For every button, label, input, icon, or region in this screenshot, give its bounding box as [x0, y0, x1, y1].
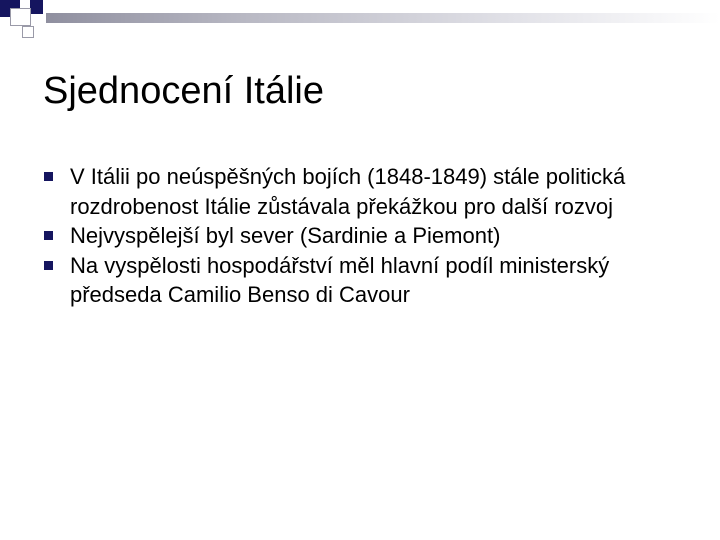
square-bullet-icon	[44, 172, 53, 181]
decorative-outline-square-icon	[22, 26, 34, 38]
decorative-square-icon	[30, 0, 43, 14]
square-bullet-icon	[44, 261, 53, 270]
bullet-text: V Itálii po neúspěšných bojích (1848-1849) stále politická rozdrobenost Itálie zůstávala překážkou pro další rozvoj	[70, 164, 626, 219]
decorative-gradient-bar	[46, 13, 720, 23]
bullet-item	[44, 221, 684, 251]
slide-title: Sjednocení Itálie	[43, 70, 324, 112]
bullet-item	[44, 162, 684, 221]
bullet-list	[44, 162, 684, 310]
decorative-outline-square-icon	[10, 8, 31, 26]
bullet-item	[44, 251, 684, 310]
bullet-text: Na vyspělosti hospodářství měl hlavní podíl ministerský předseda Camilio Benso di Cavour	[70, 252, 610, 307]
square-bullet-icon	[44, 231, 53, 240]
bullet-text: Nejvyspělejší byl sever (Sardinie a Piemont)	[70, 223, 501, 248]
